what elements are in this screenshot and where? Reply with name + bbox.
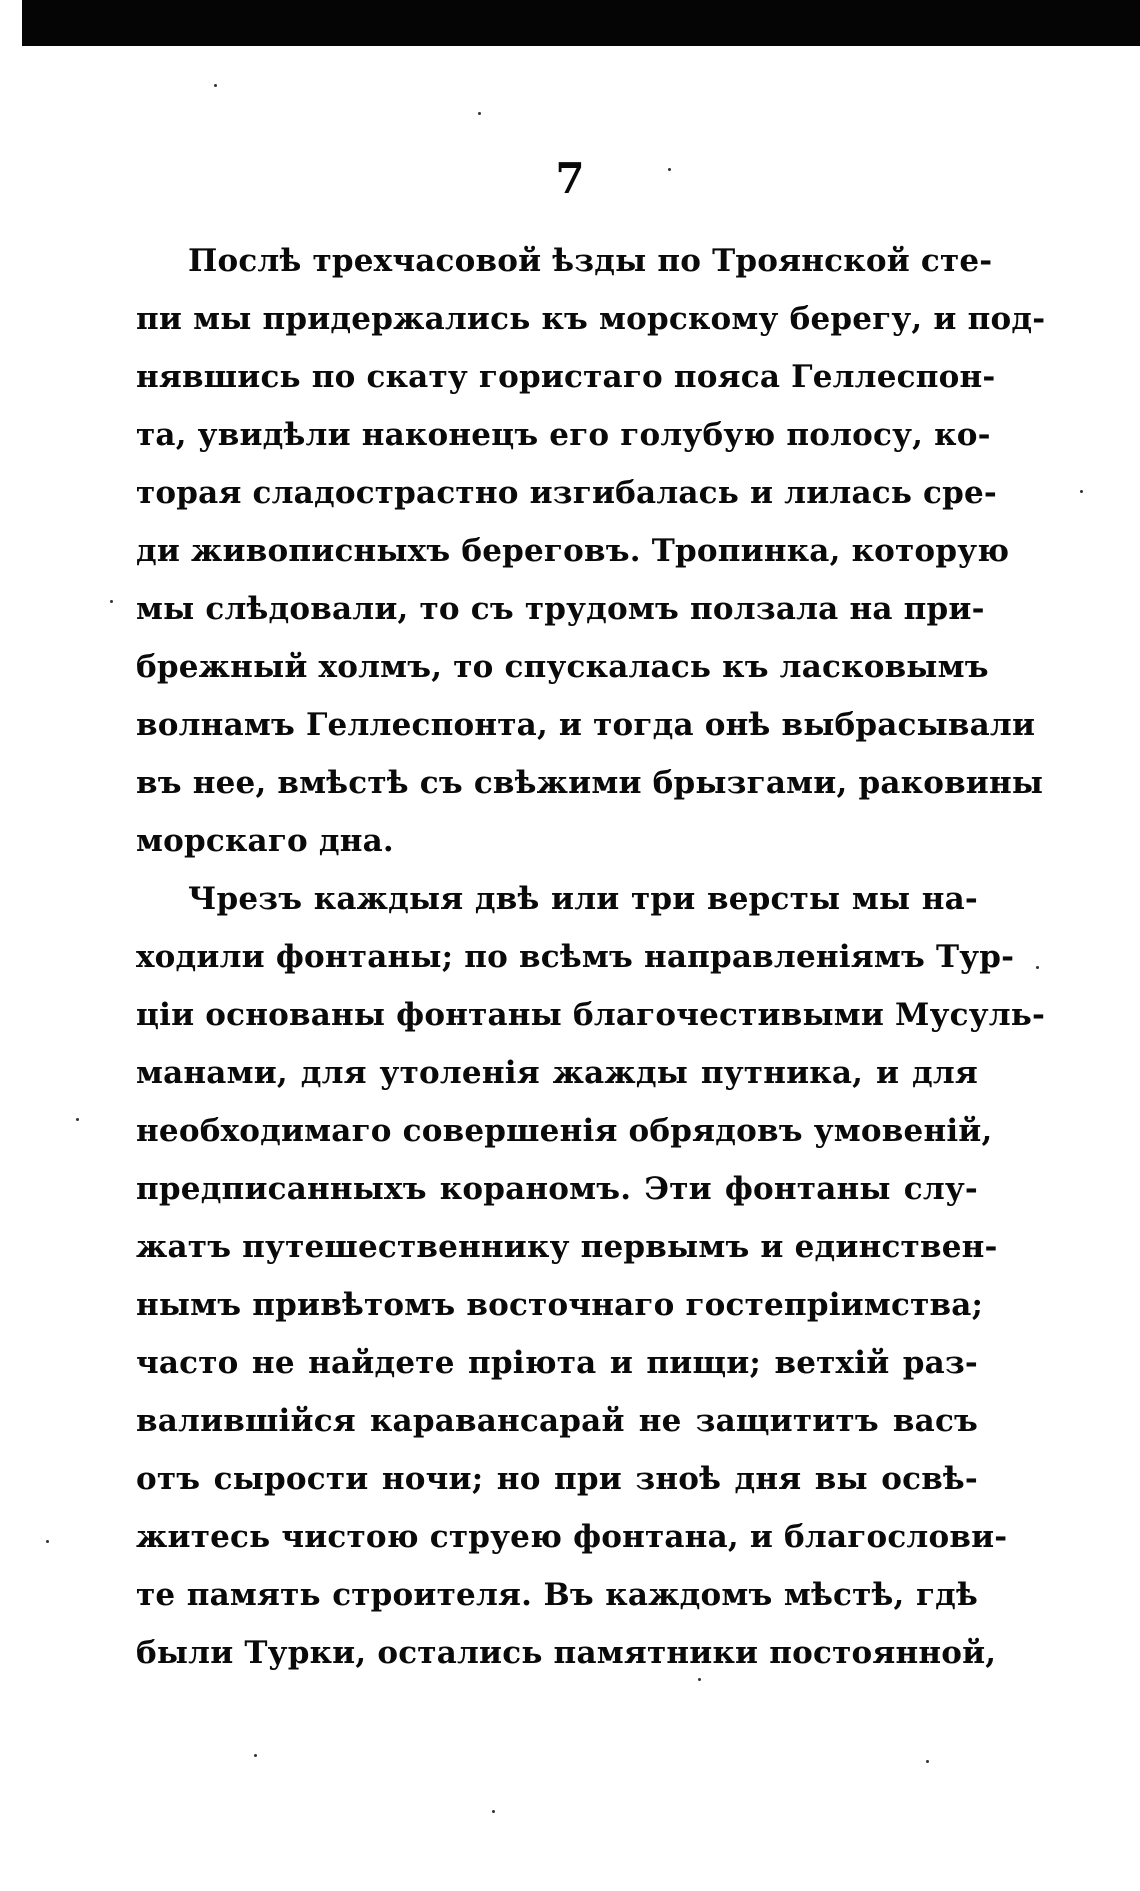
scan-speck [478, 112, 481, 115]
text-line: манами, для утоленія жажды путника, и для [136, 1055, 978, 1091]
text-line: Послѣ трехчасовой ѣзды по Троянской сте- [188, 243, 993, 279]
scan-speck [492, 1810, 495, 1813]
text-line: нявшись по скату гористаго пояса Геллеспон- [136, 359, 996, 395]
text-line: ди живописныхъ береговъ. Тропинка, которую [136, 533, 1010, 569]
text-line: житесь чистою струею фонтана, и благослови- [136, 1519, 1008, 1555]
text-line: валившійся каравансарай не защититъ васъ [136, 1403, 978, 1439]
text-line: Чрезъ каждыя двѣ или три версты мы на- [188, 881, 978, 917]
text-line: брежный холмъ, то спускалась къ ласковымъ [136, 649, 989, 685]
scan-speck [254, 1754, 257, 1757]
text-line: ціи основаны фонтаны благочестивыми Мусуль- [136, 997, 1046, 1033]
text-line: мы слѣдовали, то съ трудомъ ползала на при- [136, 591, 985, 627]
text-line: необходимаго совершенія обрядовъ умовеній, [136, 1113, 993, 1149]
scan-speck [214, 84, 217, 87]
scan-speck [1080, 490, 1083, 493]
text-line: предписанныхъ кораномъ. Эти фонтаны слу- [136, 1171, 978, 1207]
text-line: часто не найдете пріюта и пищи; ветхій раз- [136, 1345, 978, 1381]
text-line: волнамъ Геллеспонта, и тогда онѣ выбрасывали [136, 707, 1036, 743]
text-line: те память строителя. Въ каждомъ мѣстѣ, гдѣ [136, 1577, 978, 1613]
scan-speck [1036, 966, 1039, 969]
scan-speck [698, 1678, 701, 1681]
scan-speck [76, 1118, 79, 1121]
scan-speck [110, 600, 113, 603]
scan-top-border [22, 0, 1140, 46]
text-line: торая сладострастно изгибалась и лилась сре- [136, 475, 997, 511]
text-line: пи мы придержались къ морскому берегу, и под- [136, 301, 1046, 337]
text-line: жатъ путешественнику первымъ и единствен- [136, 1229, 998, 1265]
scan-speck [668, 168, 671, 171]
text-line: въ нее, вмѣстѣ съ свѣжими брызгами, раковины [136, 765, 1044, 801]
text-line: отъ сырости ночи; но при знoѣ дня вы освѣ- [136, 1461, 978, 1497]
body-text [136, 232, 1046, 1682]
scan-speck [926, 1760, 929, 1763]
text-line: были Турки, остались памятники постоянной, [136, 1635, 997, 1671]
scan-speck [46, 1540, 49, 1543]
page-number: 7 [555, 154, 585, 203]
text-line: нымъ привѣтомъ восточнаго гостепріимства; [136, 1287, 984, 1323]
text-line: морскаго дна. [136, 823, 394, 859]
text-line: ходили фонтаны; по всѣмъ направленіямъ Тур- [136, 939, 1015, 975]
text-line: та, увидѣли наконецъ его голубую полосу, ко- [136, 417, 991, 453]
